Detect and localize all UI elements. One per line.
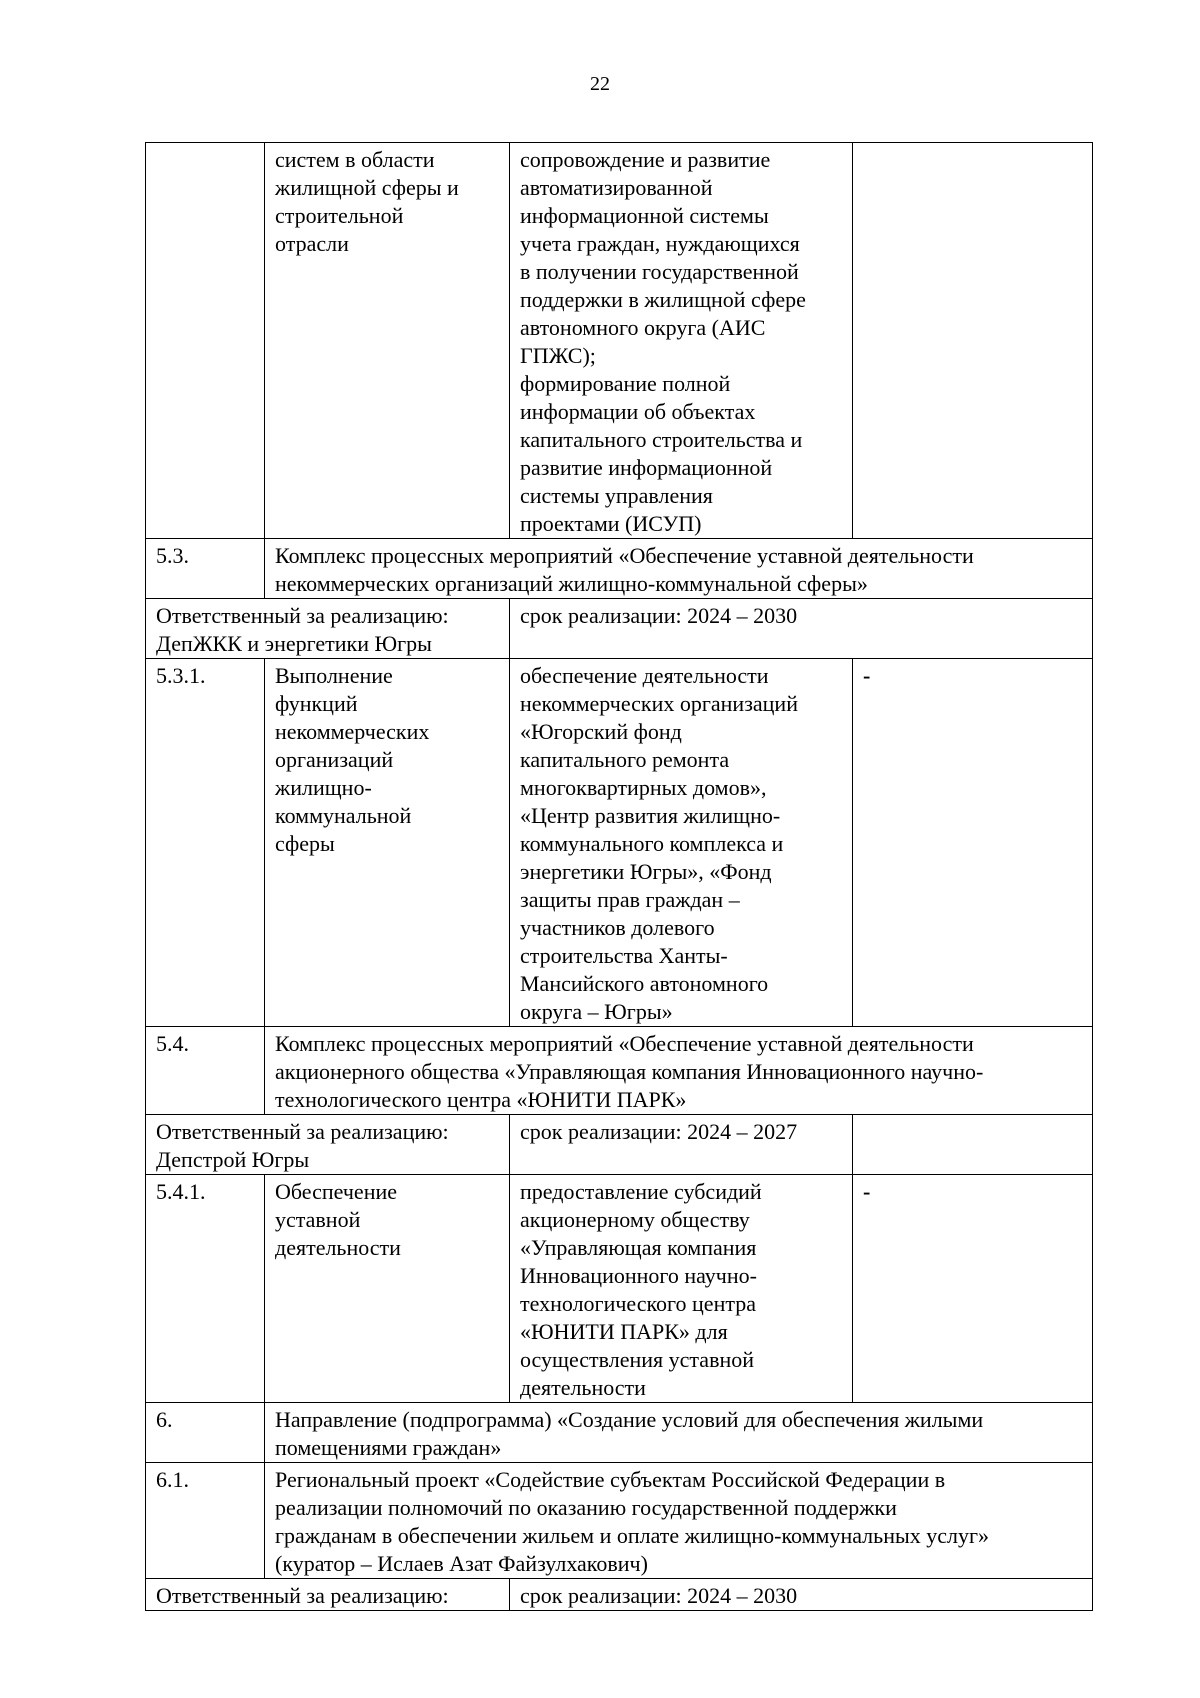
measure-description-cell: предоставление субсидий акционерному обществу «Управляющая компания Инновационного научно- технологического центра «ЮНИТИ ПАРК» для осуществления уставной деятельности [510,1175,853,1403]
row-number: 5.3.1. [146,659,265,1027]
page-number: 22 [590,73,610,95]
measure-name-cell: систем в области жилищной сферы и строительной отрасли [265,143,510,539]
indicator-cell: - [853,1175,1093,1403]
measure-description-cell: сопровождение и развитие автоматизированной информационной системы учета граждан, нуждающихся в получении государственной поддержки в жилищной сфере автономного округа (АИС ГПЖС); формирование полной информации об объектах капитального строительства и развитие информационной системы управления проектами (ИСУП) [510,143,853,539]
table-row [146,1175,1093,1403]
term-cell: срок реализации: 2024 – 2027 [510,1115,853,1175]
responsible-cell: Ответственный за реализацию: Депстрой Югры [146,1115,510,1175]
row-number: 5.4. [146,1027,265,1115]
section-title: Региональный проект «Содействие субъектам Российской Федерации в реализации полномочий по оказанию государственной поддержки гражданам в обеспечении жильем и оплате жилищно-коммунальных услуг» (куратор – Ислаев Азат Файзулхакович) [265,1463,1093,1579]
responsible-row [146,599,1093,659]
measure-name-cell: Выполнение функций некоммерческих организаций жилищно- коммунальной сферы [265,659,510,1027]
table-row [146,143,1093,539]
responsible-row [146,1579,1093,1611]
section-title: Направление (подпрограмма) «Создание условий для обеспечения жилыми помещениями граждан» [265,1403,1093,1463]
term-cell: срок реализации: 2024 – 2030 [510,1579,1093,1611]
section-title: Комплекс процессных мероприятий «Обеспечение уставной деятельности акционерного общества «Управляющая компания Инновационного научно- технологического центра «ЮНИТИ ПАРК» [265,1027,1093,1115]
measure-description-cell: обеспечение деятельности некоммерческих организаций «Югорский фонд капитального ремонта многоквартирных домов», «Центр развития жилищно- коммунального комплекса и энергетики Югры», «Фонд защиты прав граждан – участников долевого строительства Ханты- Мансийского автономного округа – Югры» [510,659,853,1027]
section-row [146,539,1093,599]
section-row [146,1403,1093,1463]
responsible-row [146,1115,1093,1175]
section-title: Комплекс процессных мероприятий «Обеспечение уставной деятельности некоммерческих организаций жилищно-коммунальной сферы» [265,539,1093,599]
indicator-cell: - [853,659,1093,1027]
section-row [146,1463,1093,1579]
row-number: 5.3. [146,539,265,599]
row-number: 6.1. [146,1463,265,1579]
responsible-cell: Ответственный за реализацию: [146,1579,510,1611]
term-cell: срок реализации: 2024 – 2030 [510,599,1093,659]
section-row [146,1027,1093,1115]
responsible-cell: Ответственный за реализацию: ДепЖКК и энергетики Югры [146,599,510,659]
row-number: 6. [146,1403,265,1463]
measure-name-cell: Обеспечение уставной деятельности [265,1175,510,1403]
program-table [145,142,1093,1611]
table-row [146,659,1093,1027]
row-number: 5.4.1. [146,1175,265,1403]
